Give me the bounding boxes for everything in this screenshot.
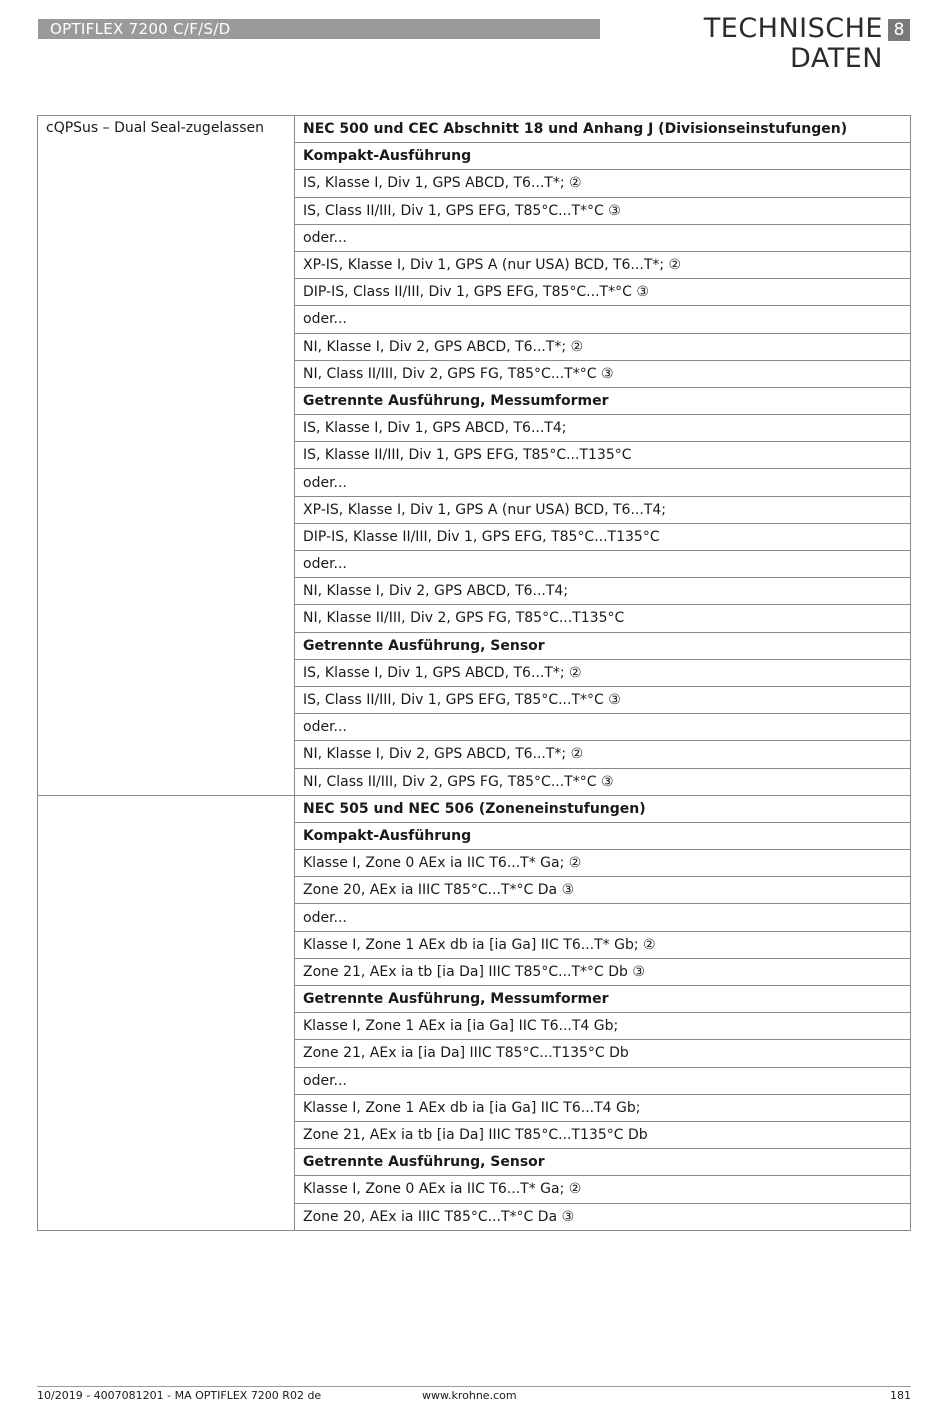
table-subheading: Getrennte Ausführung, Sensor — [295, 1149, 911, 1176]
table-subheading: Kompakt-Ausführung — [295, 143, 911, 170]
document-reference: 10/2019 - 4007081201 - MA OPTIFLEX 7200 R02 de — [37, 1389, 322, 1402]
table-cell: Zone 21, AEx ia tb [ia Da] IIIC T85°C...T*°C Db ③ — [295, 958, 911, 985]
table-subheading: Getrennte Ausführung, Sensor — [295, 632, 911, 659]
table-cell: Klasse I, Zone 0 AEx ia IIC T6...T* Ga; ② — [295, 850, 911, 877]
table-cell: DIP-IS, Class II/III, Div 1, GPS EFG, T85°C...T*°C ③ — [295, 279, 911, 306]
table-cell: Klasse I, Zone 1 AEx db ia [ia Ga] IIC T6...T4 Gb; — [295, 1094, 911, 1121]
table-subheading: Getrennte Ausführung, Messumformer — [295, 986, 911, 1013]
table-subheading: NEC 505 und NEC 506 (Zoneneinstufungen) — [295, 795, 911, 822]
approvals-table — [37, 115, 911, 1231]
table-cell: oder... — [295, 714, 911, 741]
table-subheading: Getrennte Ausführung, Messumformer — [295, 387, 911, 414]
table-cell: Klasse I, Zone 1 AEx ia [ia Ga] IIC T6...T4 Gb; — [295, 1013, 911, 1040]
section-title: TECHNISCHE DATEN — [703, 13, 883, 74]
table-cell: IS, Klasse II/III, Div 1, GPS EFG, T85°C...T135°C — [295, 442, 911, 469]
table-cell: NI, Klasse I, Div 2, GPS ABCD, T6...T*; ② — [295, 741, 911, 768]
table-cell: oder... — [295, 224, 911, 251]
page-header — [38, 13, 911, 74]
table-subheading: NEC 500 und CEC Abschnitt 18 und Anhang J (Divisionseinstufungen) — [295, 116, 911, 143]
table-cell: oder... — [295, 306, 911, 333]
product-name: OPTIFLEX 7200 C/F/S/D — [38, 19, 600, 39]
table-cell: IS, Klasse I, Div 1, GPS ABCD, T6...T*; ② — [295, 170, 911, 197]
table-cell: oder... — [295, 904, 911, 931]
table-cell: XP-IS, Klasse I, Div 1, GPS A (nur USA) BCD, T6...T4; — [295, 496, 911, 523]
approval-label: cQPSus – Dual Seal-zugelassen — [38, 116, 295, 796]
table-cell: XP-IS, Klasse I, Div 1, GPS A (nur USA) BCD, T6...T*; ② — [295, 251, 911, 278]
chapter-number: 8 — [888, 19, 910, 41]
table-cell: IS, Class II/III, Div 1, GPS EFG, T85°C...T*°C ③ — [295, 686, 911, 713]
table-cell: NI, Class II/III, Div 2, GPS FG, T85°C...T*°C ③ — [295, 768, 911, 795]
table-cell: NI, Klasse I, Div 2, GPS ABCD, T6...T4; — [295, 578, 911, 605]
table-cell: Klasse I, Zone 0 AEx ia IIC T6...T* Ga; ② — [295, 1176, 911, 1203]
table-cell: Klasse I, Zone 1 AEx db ia [ia Ga] IIC T6...T* Gb; ② — [295, 931, 911, 958]
approval-label — [38, 795, 295, 1230]
page-number: 181 — [890, 1389, 911, 1402]
table-cell: IS, Klasse I, Div 1, GPS ABCD, T6...T*; ② — [295, 659, 911, 686]
approvals-table-body — [38, 116, 911, 1231]
table-cell: IS, Class II/III, Div 1, GPS EFG, T85°C...T*°C ③ — [295, 197, 911, 224]
table-cell: Zone 20, AEx ia IIIC T85°C...T*°C Da ③ — [295, 1203, 911, 1230]
table-cell: Zone 21, AEx ia tb [ia Da] IIIC T85°C...T135°C Db — [295, 1121, 911, 1148]
page-footer — [37, 1386, 911, 1402]
table-cell: oder... — [295, 469, 911, 496]
table-cell: DIP-IS, Klasse II/III, Div 1, GPS EFG, T85°C...T135°C — [295, 523, 911, 550]
website-link[interactable]: www.krohne.com — [422, 1389, 517, 1402]
table-cell: Zone 21, AEx ia [ia Da] IIIC T85°C...T135°C Db — [295, 1040, 911, 1067]
table-cell: NI, Klasse I, Div 2, GPS ABCD, T6...T*; ② — [295, 333, 911, 360]
table-cell: NI, Class II/III, Div 2, GPS FG, T85°C...T*°C ③ — [295, 360, 911, 387]
table-subheading: Kompakt-Ausführung — [295, 822, 911, 849]
table-row — [38, 795, 911, 822]
table-cell: IS, Klasse I, Div 1, GPS ABCD, T6...T4; — [295, 415, 911, 442]
table-cell: Zone 20, AEx ia IIIC T85°C...T*°C Da ③ — [295, 877, 911, 904]
table-row — [38, 116, 911, 143]
table-cell: oder... — [295, 1067, 911, 1094]
table-cell: NI, Klasse II/III, Div 2, GPS FG, T85°C...T135°C — [295, 605, 911, 632]
table-cell: oder... — [295, 551, 911, 578]
